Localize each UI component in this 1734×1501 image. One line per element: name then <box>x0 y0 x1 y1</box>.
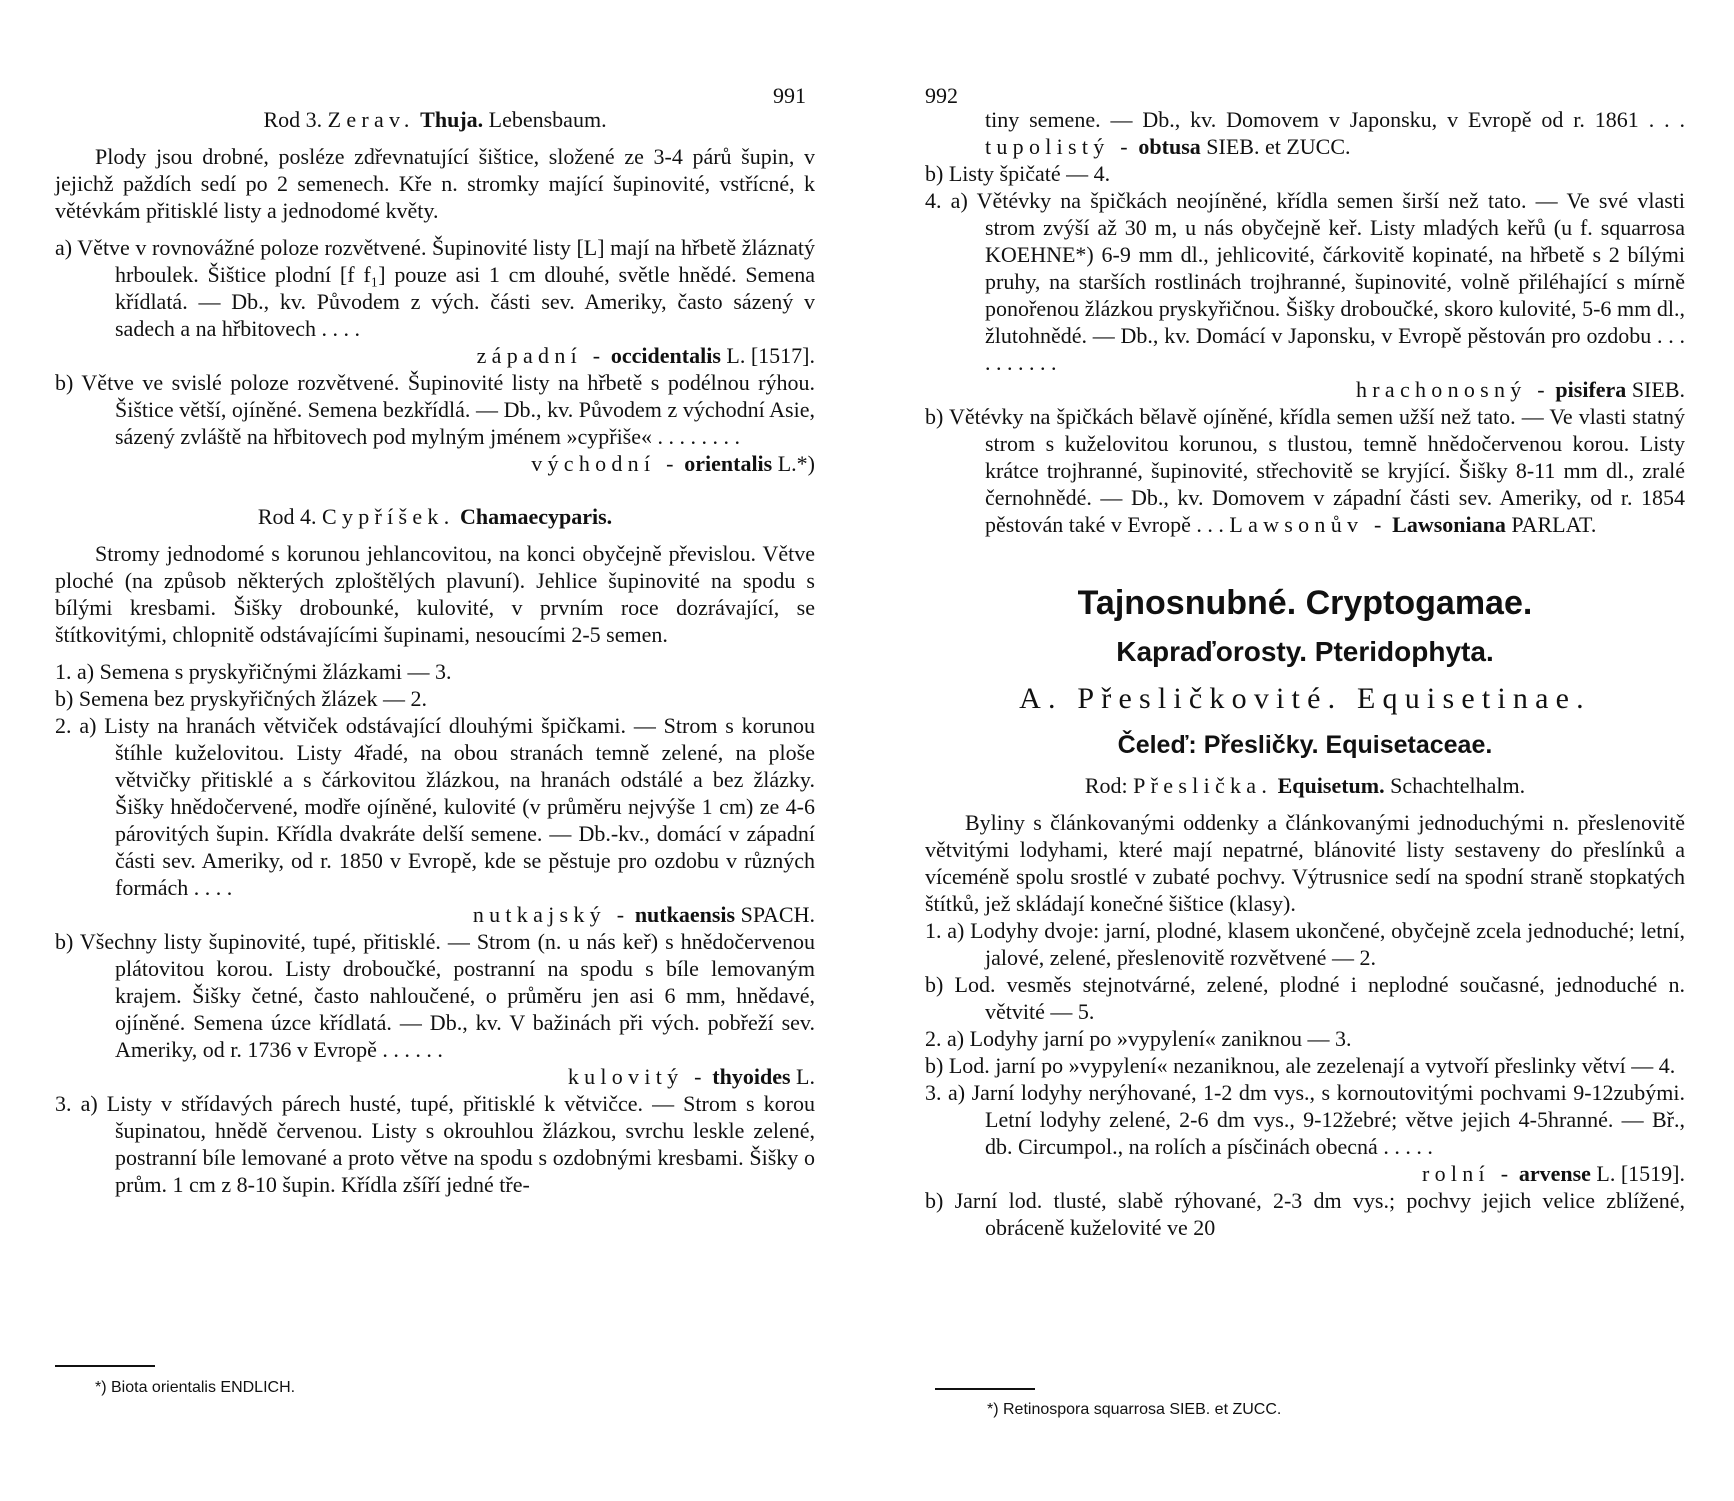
key-entry: b) Semena bez pryskyřičných žlázek — 2. <box>55 686 428 711</box>
key-entry: 3. a) Jarní lodyhy nerýhované, 1-2 dm vys., s kornoutovitými pochvami 9-12zubými. Letní lodyhy zelené, 2-6 dm vys., 9-12žebré; větve jejich 4-5hranné. — Bř., db. Circumpol., na rolích a písčinách obecná . . . . . rolní - arvense L. [1519]. <box>925 1080 1686 1186</box>
genus-heading-equisetum: Rod: Přeslička. Equisetum. Schachtelhalm. <box>1084 773 1526 798</box>
genus-description: Byliny s článkovanými oddenky a článkovanými jednoduchými n. přeslenovitě větvitými lodyhami, které mají nepatrné, blánovité listy sestaveny do přeslínků a víceméně spolu srostlé v zubaté pochvy. Výtrusnice sedí na spodní straně stopkatých štítků, jež skládají konečné šištice (klasy). <box>925 810 1685 916</box>
species-name: rolní - arvense L. [1519]. <box>1421 1161 1685 1186</box>
key-text: Větve ve svislé poloze rozvětvené. Šupinovité listy na hřbetě s podélnou rýhou. Šištice větší, ojíněné. Semena bezkřídlá. — Db., kv. Původem z východní Asie, sázený zvláště na hřbitovech pod mylným jménem »cypřiše« . . . . . . . . <box>81 370 815 449</box>
key-entry: b) Lod. jarní po »vypylení« nezaniknou, ale zezelenají a vytvoří přeslinky větví — 4. <box>925 1053 1676 1078</box>
genus-heading-chamaecyparis <box>55 503 815 530</box>
footnote-rule <box>55 1365 155 1367</box>
class-title: A. Přesličkovité. Equisetinae. <box>1019 682 1591 715</box>
species-name: kulovitý - thyoides L. <box>567 1064 815 1089</box>
key-entry: 2. a) Listy na hranách větviček odstávající dlouhými špičkami. — Strom s korunou štíhle kuželovitou. Listy 4řadé, na obou stranách temně zelené, na ploše větvičky přitisklé a s čárkovitou žlázkou, na hranách odstálé a bez žlázky. Šišky hnědočervené, modře ojíněné, kulovité (v průměru nejvýše 1 cm) ze 4-6 párovitých šupin. Křídla dvakráte delší semene. — Db.-kv., domácí v západní části sev. Ameriky, od r. 1850 v Evropě, kde se pěstuje pro ozdobu v různých formách . . . . nutkajský - nutkaensis SPACH. <box>55 713 816 927</box>
key-marker: a) <box>55 235 73 260</box>
footnote-rule <box>935 1388 1035 1390</box>
right-column <box>925 106 1685 1241</box>
page-number: 992 <box>925 83 958 108</box>
key-entry: b) Listy špičaté — 4. <box>925 161 1111 186</box>
key-entry: b) Všechny listy šupinovité, tupé, přitisklé. — Strom (n. u nás keř) s hnědočervenou plátovitou korou. Listy droboučké, postranní na spodu s bíle lemovaným krajem. Šišky četné, často nahloučené, o průměru jen asi 6 mm, hnědavé, ojíněné. Semena úzce křídlatá. — Db., kv. V bažinách při vých. pobřeží sev. Ameriky, od r. 1736 v Evropě . . . . . . kulovitý - thyoides L. <box>55 929 815 1089</box>
right-page <box>925 0 1685 1501</box>
species-name: hrachonosný - pisifera SIEB. <box>1356 377 1685 402</box>
genus-description: Plody jsou drobné, posléze zdřevnatující šištice, složené ze 3-4 párů šupin, v jejichž paždích sedí po 2 semenech. Kře n. stromky mající šupinovité, vstřícné, k větévkám přitisklé listy a jednodomé květy. <box>55 144 815 223</box>
section-title: Tajnosnubné. Cryptogamae. <box>1077 584 1533 622</box>
footnote: *) Biota orientalis ENDLICH. <box>95 1379 296 1396</box>
czech-name: Cypříšek. <box>322 504 455 529</box>
page-number: 991 <box>773 83 806 108</box>
key-entry: b) Jarní lod. tlusté, slabě rýhované, 2-3 dm vys.; pochvy jejich velice zblížené, obráceně kuželovité ve 20 <box>925 1188 1686 1240</box>
key-entry: 2. a) Lodyhy jarní po »vypylení« zaniknou — 3. <box>925 1026 1352 1051</box>
key-entry <box>55 234 815 369</box>
key-text: Větve v rovnovážné poloze rozvětvené. Šupinovité listy [L] mají na hřbetě žláznatý hrboulek. Šištice plodní [f f₁] pouze asi 1 cm dlouhé, světle hnědé. Semena křídlatá. — Db., kv. Původem z vých. části sev. Ameriky, často sázený v sadech a na hřbitovech . . . . <box>77 235 816 341</box>
genus-heading-thuja <box>55 106 815 133</box>
family-title: Čeleď: Přesličky. Equisetaceae. <box>1117 731 1493 759</box>
key-entry: 4. a) Větévky na špičkách neojíněné, křídla semen širší než tato. — Ve své vlasti strom zvýší až 30 m, u nás obyčejně keř. Listy mladých keřů (u f. squarrosa KOEHNE*) 6-9 mm dl., jehlicovité, čárkovitě kopinaté, na hřbetě s 2 bílými pruhy, na starších rostlinách trojhranné, šupinovité, volně přiléhající s mírně ponořenou žlázkou pryskyřičnou. Šišky droboučké, skoro kulovité, 5-6 mm dl., žlutohnědé. — Db., kv. Domácí v Japonsku, v Evropě pěstován pro ozdobu . . . . . . . . . . hrachonosný - pisifera SIEB. <box>925 188 1686 402</box>
latin-name: Thuja. <box>420 107 484 132</box>
key-entry: b) Větévky na špičkách bělavě ojíněné, křídla semen užší než tato. — Ve vlasti statný strom s kuželovitou korunou, s tlustou, temně hnědočervenou korou. Listy krátce trojhranné, šupinovité, střechovitě se kryjící. Šišky 8-11 mm dl., zralé černohnědé. — Db., kv. Domovem v západní části sev. Ameriky, od r. 1854 pěstován také v Evropě . . . Lawsonův - Lawsoniana PARLAT. <box>925 404 1685 537</box>
footnote: *) Retinospora squarrosa SIEB. et ZUCC. <box>987 1401 1282 1418</box>
species-name: západní - occidentalis L. [1517]. <box>476 343 815 368</box>
german-name: Lebensbaum. <box>488 107 607 132</box>
heading-prefix: Rod 4. <box>257 504 317 529</box>
heading-prefix: Rod 3. <box>263 107 323 132</box>
key-entry: 1. a) Semena s pryskyřičnými žlázkami — 3. <box>55 659 452 684</box>
species-name: východní - orientalis L.*) <box>531 451 815 476</box>
czech-name: Zerav. <box>327 107 415 132</box>
latin-name: Chamaecyparis. <box>460 504 613 529</box>
key-marker: b) <box>55 370 74 395</box>
genus-description: Stromy jednodomé s korunou jehlancovitou, na konci obyčejně převislou. Větve ploché (na způsob některých zploštělých plavuní). Jehlice šupinovité na spodu s bílými kresbami. Šišky drobounké, kulovité, v prvním roce dozrávající, se štítkovitými, chlopnitě odstávajícími šupinami, nesoucími 2-5 semen. <box>55 541 815 647</box>
left-page <box>55 0 815 1501</box>
key-entry: 3. a) Listy v střídavých párech husté, tupé, přitisklé k větvičce. — Strom s korou šupinatou, hnědě červenou. Listy s okrouhlou žlázkou, svrchu leskle zelené, postranní bíle lemované a proto větve na spodu s ozdobnými kresbami. Šišky o prům. 1 cm z 8-10 šupin. Křídla zšíří jedné tře- <box>55 1091 815 1197</box>
key-entry: 1. a) Lodyhy dvoje: jarní, plodné, klasem ukončené, obyčejně zcela jednoduché; letní, jalové, zelené, přeslenovitě rozvětvené — 2. <box>925 918 1686 970</box>
key-entry <box>55 369 815 477</box>
division-title: Kapraďorosty. Pteridophyta. <box>1116 636 1494 667</box>
left-column <box>55 106 815 1198</box>
species-name: nutkajský - nutkaensis SPACH. <box>472 902 815 927</box>
key-entry: b) Lod. vesměs stejnotvárné, zelené, plodné i neplodné současné, jednoduché n. větvité — 5. <box>925 972 1685 1024</box>
key-entry-continued: tiny semene. — Db., kv. Domovem v Japonsku, v Evropě od r. 1861 . . . tupolistý - obtusa SIEB. et ZUCC. <box>985 107 1685 159</box>
